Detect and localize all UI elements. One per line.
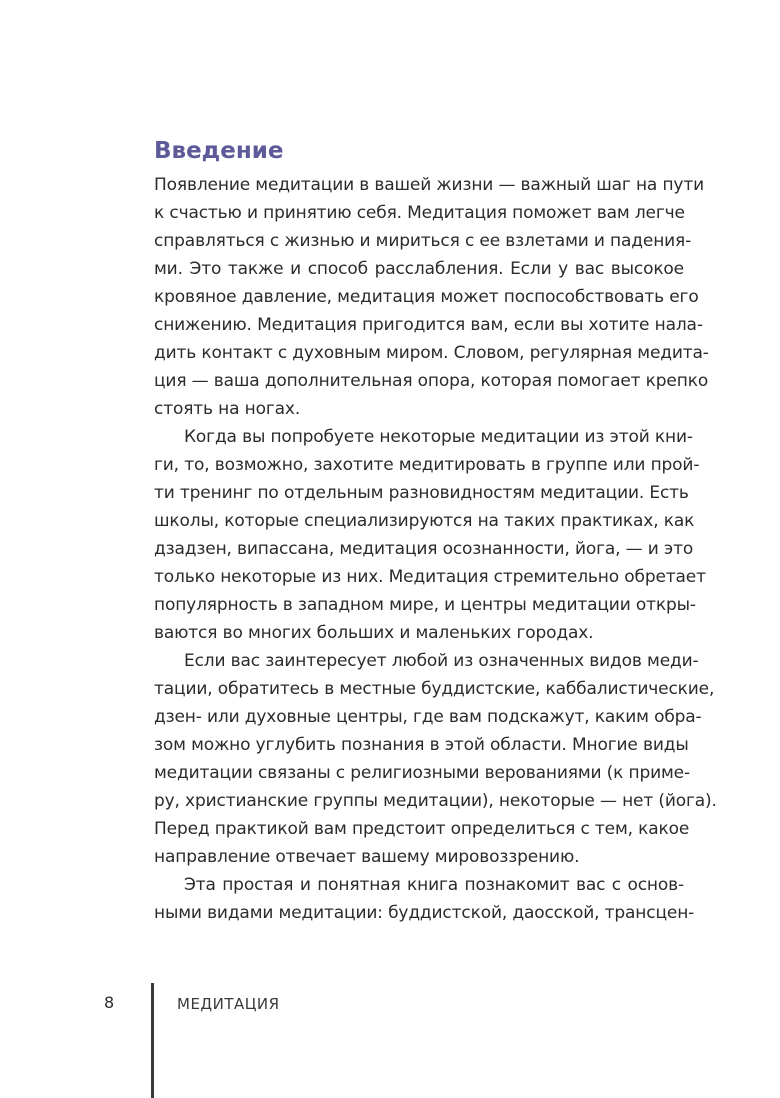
text-line: зом можно углубить познания в этой области. Многие виды [154,735,689,755]
text-line: ми. Это также и способ расслабления. Если у вас высокое [154,259,684,279]
text-line: к счастью и принятию себя. Медитация поможет вам легче [154,203,685,223]
text-line: Появление медитации в вашей жизни — важный шаг на пути [154,175,704,195]
text-line: дить контакт с духовным миром. Словом, регулярная медита- [154,343,709,363]
text-line: ваются во многих больших и маленьких городах. [154,623,594,643]
text-line: популярность в западном мире, и центры медитации откры- [154,595,696,615]
text-line: только некоторые из них. Медитация стремительно обретает [154,567,706,587]
section-heading: Введение [154,138,284,164]
text-line: дзадзен, випассана, медитация осознанности, йога, — и это [154,539,694,559]
running-title: МЕДИТАЦИЯ [177,995,280,1013]
text-line: справляться с жизнью и мириться с ее взлетами и падения- [154,231,692,251]
text-line: Эта простая и понятная книга познакомит вас с основ- [184,875,684,895]
text-line: Когда вы попробуете некоторые медитации из этой кни- [184,427,693,447]
text-line: школы, которые специализируются на таких практиках, как [154,511,695,531]
text-line: тации, обратитесь в местные буддистские, каббалистические, [154,679,715,699]
page-number: 8 [104,993,115,1012]
text-line: снижению. Медитация пригодится вам, если вы хотите нала- [154,315,703,335]
footer-divider [151,983,154,1098]
text-line: ру, христианские группы медитации), некоторые — нет (йога). [154,791,717,811]
text-line: дзен- или духовные центры, где вам подскажут, каким обра- [154,707,702,727]
text-line: Если вас заинтересует любой из означенных видов меди- [184,651,699,671]
text-line: ги, то, возможно, захотите медитировать в группе или прой- [154,455,700,475]
text-line: кровяное давление, медитация может поспособствовать его [154,287,699,307]
text-line: ти тренинг по отдельным разновидностям медитации. Есть [154,483,689,503]
text-line: стоять на ногах. [154,399,301,419]
text-line: ция — ваша дополнительная опора, которая помогает крепко [154,371,709,391]
text-line: направление отвечает вашему мировоззрению. [154,847,580,867]
text-line: ными видами медитации: буддистской, даосской, трансцен- [154,903,695,923]
text-line: Перед практикой вам предстоит определиться с тем, какое [154,819,690,839]
text-line: медитации связаны с религиозными верованиями (к приме- [154,763,690,783]
